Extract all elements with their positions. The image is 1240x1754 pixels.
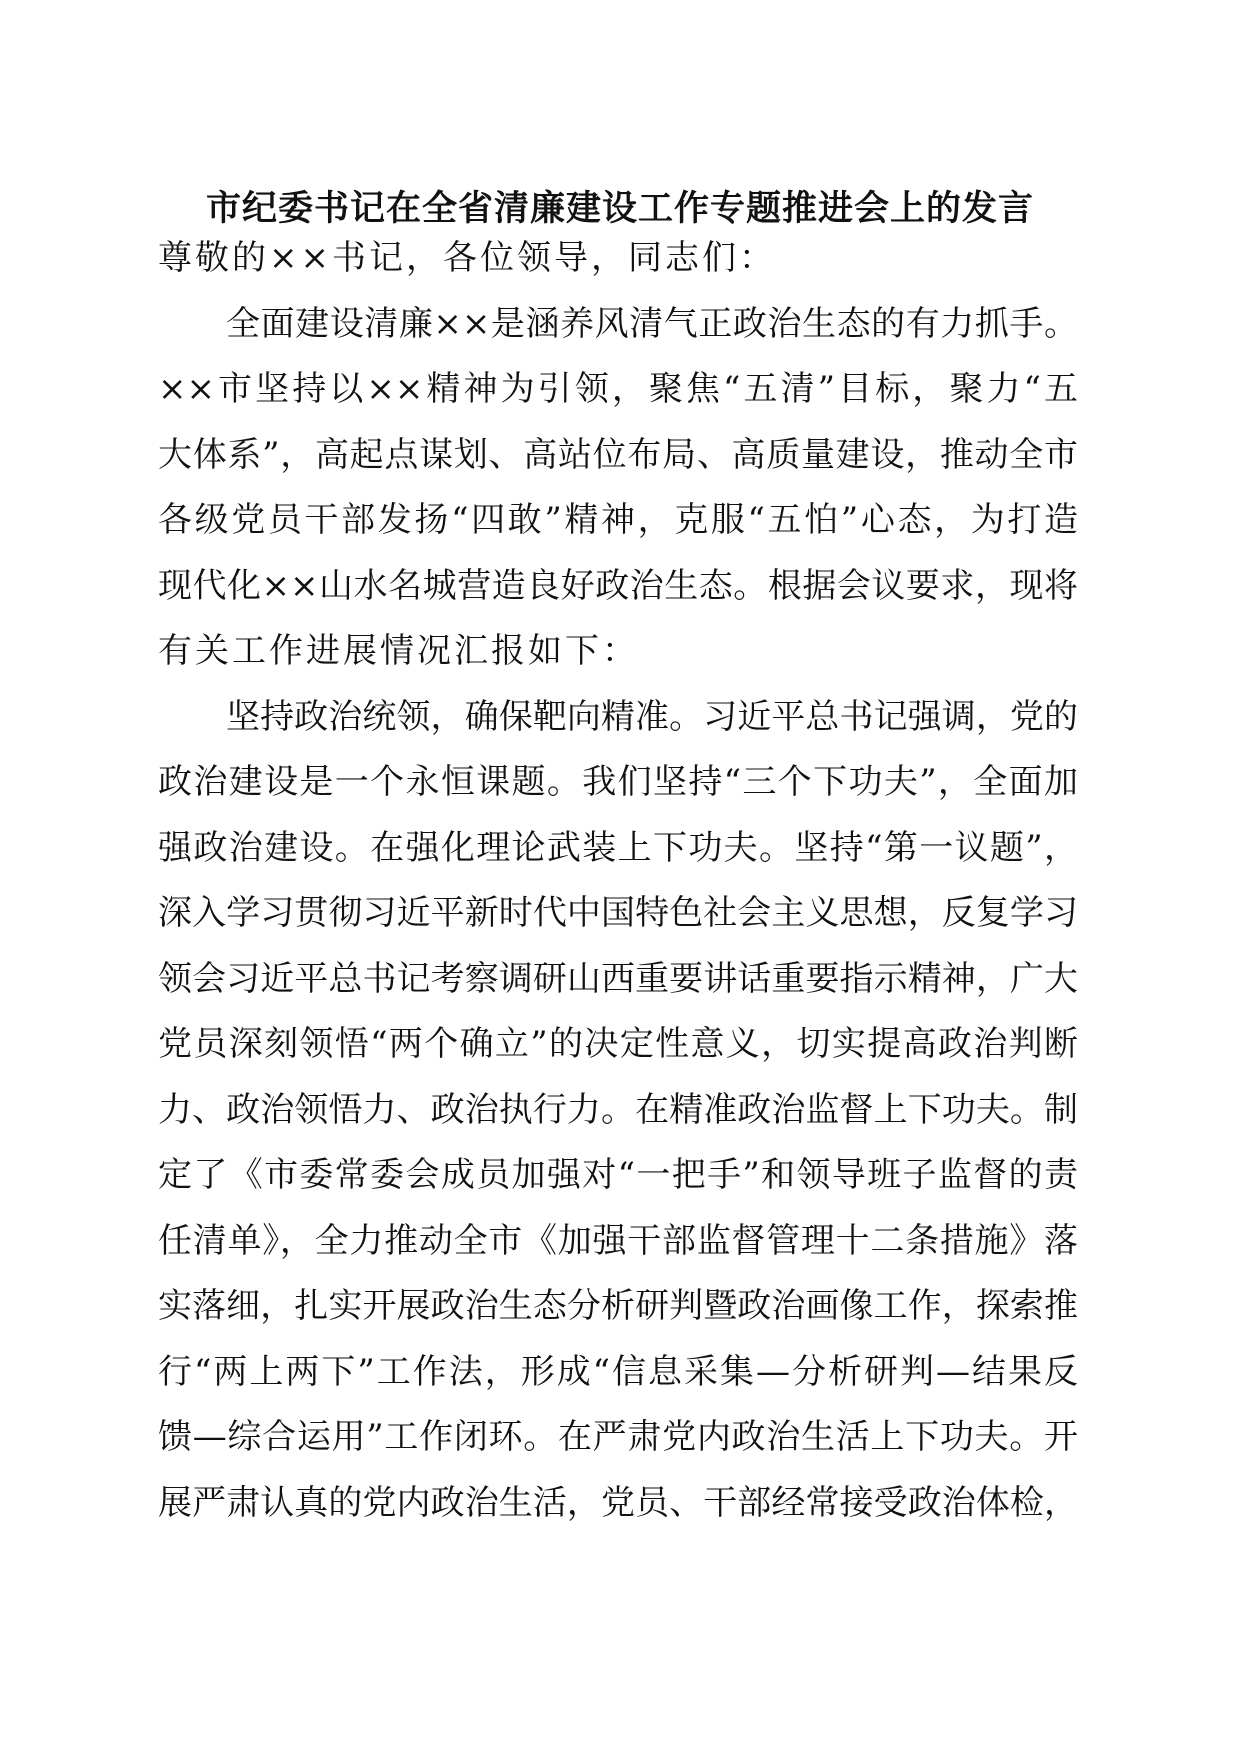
body-line: 政治建设是一个永恒课题。我们坚持“三个下功夫”，全面加: [158, 762, 1078, 802]
body-line: 定了《市委常委会成员加强对“一把手”和领导班子监督的责: [158, 1155, 1078, 1195]
body-line: 党员深刻领悟“两个确立”的决定性意义，切实提高政治判断: [158, 1024, 1078, 1064]
body-line: 展严肃认真的党内政治生活，党员、干部经常接受政治体检，: [158, 1482, 1078, 1523]
body-line: ××市坚持以××精神为引领，聚焦“五清”目标，聚力“五: [158, 369, 1078, 409]
body-line: 任清单》，全力推动全市《加强干部监督管理十二条措施》落: [158, 1220, 1078, 1261]
body-line: 坚持政治统领，确保靶向精准。习近平总书记强调，党的: [226, 696, 1078, 737]
document-title: 市纪委书记在全省清廉建设工作专题推进会上的发言: [205, 188, 1034, 229]
body-line: 实落细，扎实开展政治生态分析研判暨政治画像工作，探索推: [158, 1286, 1078, 1326]
body-line: 现代化××山水名城营造良好政治生态。根据会议要求，现将: [158, 565, 1078, 606]
body-line: 尊敬的××书记，各位领导，同志们：: [158, 238, 776, 278]
body-line: 馈—综合运用”工作闭环。在严肃党内政治生活上下功夫。开: [158, 1417, 1078, 1457]
body-line: 领会习近平总书记考察调研山西重要讲话重要指示精神，广大: [158, 958, 1078, 999]
body-line: 行“两上两下”工作法，形成“信息采集—分析研判—结果反: [158, 1351, 1078, 1392]
body-line: 大体系”，高起点谋划、高站位布局、高质量建设，推动全市: [158, 434, 1078, 475]
body-line: 有关工作进展情况汇报如下：: [158, 631, 639, 671]
body-line: 深入学习贯彻习近平新时代中国特色社会主义思想，反复学习: [158, 893, 1078, 933]
body-line: 各级党员干部发扬“四敢”精神，克服“五怕”心态，为打造: [158, 500, 1078, 540]
body-line: 力、政治领悟力、政治执行力。在精准政治监督上下功夫。制: [158, 1089, 1078, 1130]
document-body: [158, 226, 1078, 1536]
body-line: 强政治建设。在强化理论武装上下功夫。坚持“第一议题”，: [158, 827, 1078, 868]
body-line: 全面建设清廉××是涵养风清气正政治生态的有力抓手。: [226, 303, 1078, 344]
